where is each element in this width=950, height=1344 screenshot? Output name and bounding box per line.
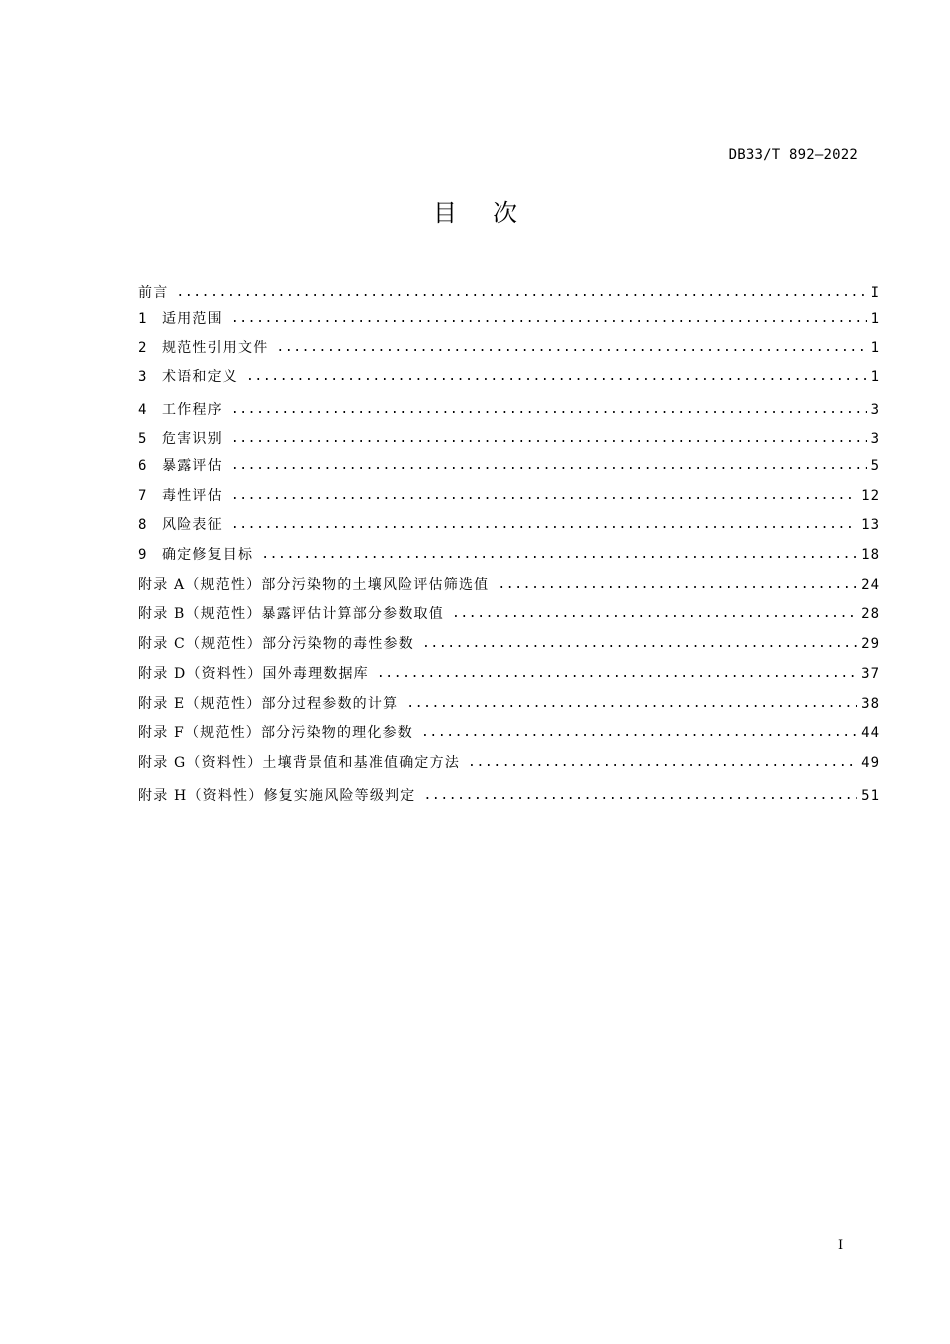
toc-item-label: 前言 bbox=[138, 285, 169, 301]
toc-item-appendix-d[interactable] bbox=[138, 663, 880, 685]
toc-item-page: 5 bbox=[870, 458, 880, 474]
toc-leader bbox=[422, 633, 857, 655]
toc-item-2[interactable] bbox=[138, 337, 880, 359]
toc-item-3[interactable] bbox=[138, 366, 880, 388]
toc-item-label: 附录 H（资料性）修复实施风险等级判定 bbox=[138, 788, 416, 804]
toc-leader bbox=[421, 722, 857, 744]
toc-item-page: 1 bbox=[870, 340, 880, 356]
toc-item-appendix-h[interactable] bbox=[138, 785, 880, 807]
toc-item-label: 4 工作程序 bbox=[138, 402, 223, 418]
toc-item-label: 8 风险表征 bbox=[138, 517, 223, 533]
toc-item-appendix-c[interactable] bbox=[138, 633, 880, 655]
toc-item-preface[interactable] bbox=[138, 282, 880, 304]
toc-leader bbox=[261, 544, 857, 566]
toc-leader bbox=[231, 455, 867, 477]
toc-leader bbox=[231, 308, 867, 330]
toc-leader bbox=[276, 337, 866, 359]
toc-item-page: 28 bbox=[861, 606, 880, 622]
toc-item-page: 49 bbox=[861, 755, 880, 771]
toc-item-page: 44 bbox=[861, 725, 880, 741]
toc-item-label: 7 毒性评估 bbox=[138, 488, 223, 504]
toc-item-label: 5 危害识别 bbox=[138, 431, 223, 447]
toc-item-appendix-b[interactable] bbox=[138, 603, 880, 625]
toc-leader bbox=[497, 574, 857, 596]
toc-item-page: 29 bbox=[861, 636, 880, 652]
toc-leader bbox=[406, 693, 857, 715]
toc-item-page: 38 bbox=[861, 696, 880, 712]
toc-title-char-2: 次 bbox=[493, 199, 517, 227]
toc-item-6[interactable] bbox=[138, 455, 880, 477]
toc-item-label: 附录 B（规范性）暴露评估计算部分参数取值 bbox=[138, 606, 444, 622]
toc-leader bbox=[246, 366, 867, 388]
toc-leader bbox=[468, 752, 857, 774]
toc-item-8[interactable] bbox=[138, 514, 880, 536]
toc-item-page: 3 bbox=[870, 402, 880, 418]
toc-item-label: 附录 E（规范性）部分过程参数的计算 bbox=[138, 696, 399, 712]
toc-item-label: 2 规范性引用文件 bbox=[138, 340, 269, 356]
toc-item-page: 24 bbox=[861, 577, 880, 593]
toc-item-label: 1 适用范围 bbox=[138, 311, 223, 327]
toc-item-appendix-a[interactable] bbox=[138, 574, 880, 596]
toc-item-page: 1 bbox=[870, 369, 880, 385]
toc-item-7[interactable] bbox=[138, 485, 880, 507]
toc-item-label: 6 暴露评估 bbox=[138, 458, 223, 474]
toc-item-page: I bbox=[870, 285, 880, 301]
toc-item-page: 13 bbox=[861, 517, 880, 533]
toc-leader bbox=[231, 428, 867, 450]
toc-item-page: 1 bbox=[870, 311, 880, 327]
toc-item-label: 3 术语和定义 bbox=[138, 369, 238, 385]
toc-item-label: 附录 C（规范性）部分污染物的毒性参数 bbox=[138, 636, 414, 652]
toc-leader bbox=[377, 663, 857, 685]
toc-item-page: 51 bbox=[861, 788, 880, 804]
toc-item-page: 3 bbox=[870, 431, 880, 447]
toc-item-appendix-e[interactable] bbox=[138, 693, 880, 715]
toc-item-page: 12 bbox=[861, 488, 880, 504]
toc-item-label: 9 确定修复目标 bbox=[138, 547, 254, 563]
toc-item-9[interactable] bbox=[138, 544, 880, 566]
toc-leader bbox=[231, 399, 867, 421]
page-number: I bbox=[838, 1238, 844, 1253]
toc-item-label: 附录 G（资料性）土壤背景值和基准值确定方法 bbox=[138, 755, 461, 771]
toc-leader bbox=[423, 785, 857, 807]
toc-title bbox=[0, 197, 950, 229]
toc-item-page: 18 bbox=[861, 547, 880, 563]
toc-leader bbox=[231, 485, 857, 507]
document-code: DB33/T 892—2022 bbox=[728, 147, 858, 163]
toc-leader bbox=[176, 282, 866, 304]
toc-item-page: 37 bbox=[861, 666, 880, 682]
toc-item-4[interactable] bbox=[138, 399, 880, 421]
toc-item-5[interactable] bbox=[138, 428, 880, 450]
toc-title-char-1: 目 bbox=[433, 199, 457, 227]
toc-leader bbox=[452, 603, 857, 625]
toc-item-1[interactable] bbox=[138, 308, 880, 330]
toc-item-label: 附录 A（规范性）部分污染物的土壤风险评估筛选值 bbox=[138, 577, 490, 593]
toc-item-appendix-g[interactable] bbox=[138, 752, 880, 774]
toc-leader bbox=[231, 514, 857, 536]
toc-item-appendix-f[interactable] bbox=[138, 722, 880, 744]
toc-item-label: 附录 D（资料性）国外毒理数据库 bbox=[138, 666, 369, 682]
toc-item-label: 附录 F（规范性）部分污染物的理化参数 bbox=[138, 725, 413, 741]
